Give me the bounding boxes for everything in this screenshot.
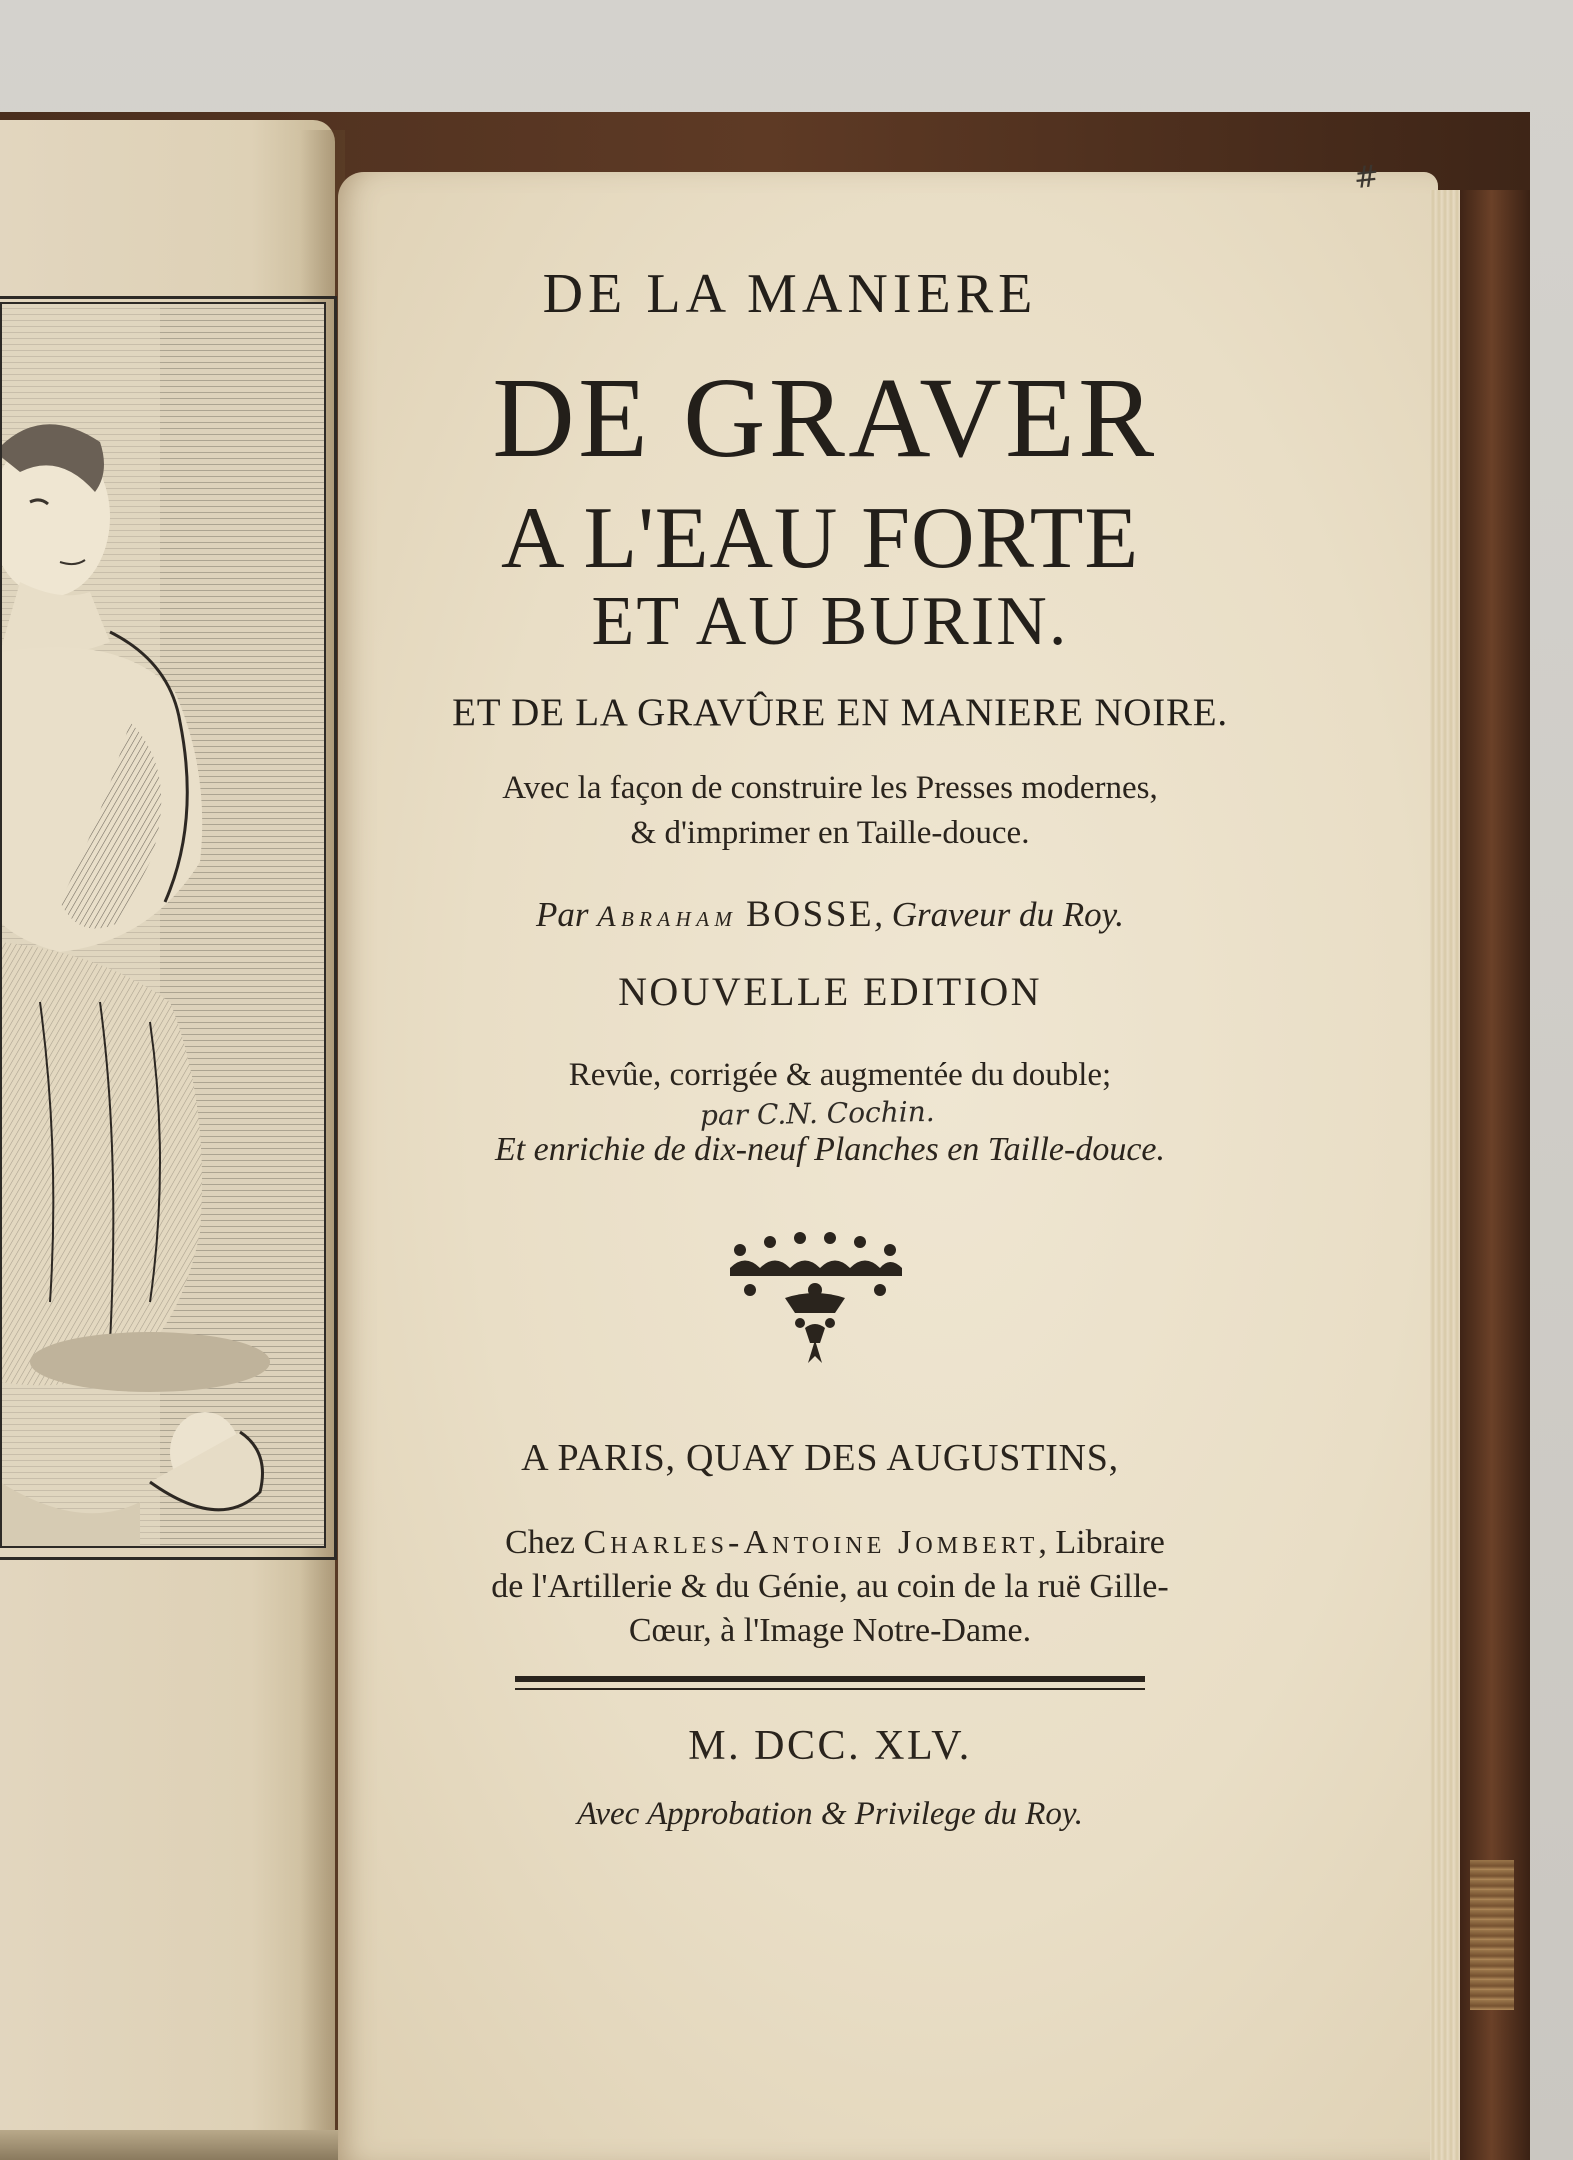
- publisher-prefix: Chez: [505, 1524, 575, 1561]
- headband: [0, 2130, 340, 2160]
- author-first-name: Abraham: [597, 900, 738, 933]
- description-line-1: Avec la façon de construire les Presses modernes,: [502, 770, 1158, 806]
- publication-year: M. DCC. XLV.: [688, 1723, 972, 1769]
- page-edges: [1430, 190, 1460, 2160]
- publisher-line-3: Cœur, à l'Image Notre-Dame.: [628, 1612, 1032, 1649]
- author-byline: [420, 893, 1240, 936]
- edition-heading: NOUVELLE EDITION: [618, 969, 1042, 1014]
- subtitle: ET DE LA GRAVÛRE EN MANIERE NOIRE.: [452, 691, 1228, 734]
- publisher-line-2: de l'Artillerie & du Génie, au coin de la ruë Gille-: [491, 1568, 1169, 1605]
- publisher-line-1: [395, 1524, 1275, 1562]
- privilege-line: Avec Approbation & Privilege du Roy.: [577, 1796, 1083, 1832]
- handwritten-note: par C.N. Cochin.: [699, 1094, 935, 1133]
- corner-mark: #: [1352, 158, 1381, 197]
- byline-prefix: Par: [535, 895, 589, 934]
- fleuron-ornament: [720, 1228, 910, 1368]
- revision-line: Revûe, corrigée & augmentée du double;: [568, 1057, 1112, 1093]
- title-line-4: ET AU BURIN.: [591, 583, 1069, 660]
- author-name: BOSSE: [746, 894, 875, 935]
- byline-suffix: , Graveur du Roy.: [874, 895, 1125, 934]
- double-rule-thick: [515, 1676, 1145, 1682]
- title-line-3: A L'EAU FORTE: [500, 490, 1139, 587]
- publisher-name: Charles-Antoine Jombert: [583, 1524, 1039, 1561]
- imprint-place: A PARIS, QUAY DES AUGUSTINS,: [521, 1437, 1119, 1479]
- publisher-suffix: , Libraire: [1038, 1524, 1165, 1561]
- enrichment-line: Et enrichie de dix-neuf Planches en Taille-douce.: [494, 1131, 1166, 1168]
- description-line-2: & d'imprimer en Taille-douce.: [630, 815, 1030, 851]
- double-rule-thin: [515, 1688, 1145, 1690]
- worn-spine: [1470, 1860, 1514, 2010]
- title-line-2: DE GRAVER: [492, 354, 1158, 481]
- frontispiece-engraving: [0, 302, 326, 1548]
- title-line-1: DE LA MANIERE: [542, 263, 1038, 325]
